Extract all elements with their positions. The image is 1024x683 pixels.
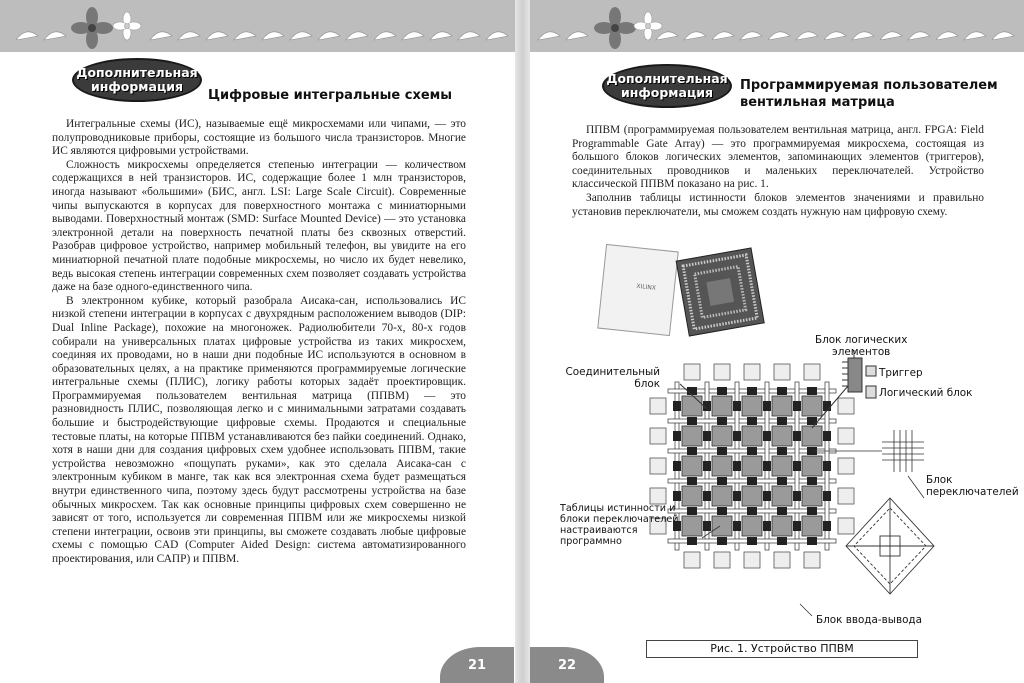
label-line: блоки переключателей <box>560 514 679 525</box>
connect-block <box>807 477 817 485</box>
connect-block <box>777 417 787 425</box>
connect-block <box>807 537 817 545</box>
connect-block <box>777 507 787 515</box>
connect-block <box>687 477 697 485</box>
io-block <box>838 398 854 414</box>
connect-block <box>777 477 787 485</box>
connect-block <box>777 447 787 455</box>
logic-block <box>802 486 822 506</box>
connect-block <box>717 507 727 515</box>
connect-block <box>793 491 801 501</box>
connect-block <box>673 401 681 411</box>
paragraph: В электронном кубике, который разобрала Аисака-сан, использовались ИС низкой степени интеграции в корпусах с двухрядным расположением выводов (DIP: Dual Inline Package), похожие на многоножек. Радиолюбители 70-х, 80-х годов собирали на универсальных платах цифровые устройства из таких микросхем, соединяя их проводами, но в наши дни подобные ИС используются в основном в образовательных целях, а на практике применяются программируемые логические интегральные схемы (ПЛИС), логику работы которых задаёт проектировщик. Программируемая пользователем вентильная матрица (ППВМ) — это разновидность ПЛИС, позволяющая легко и с минимальными затратами создавать большие и быстродействующие цифровые схемы. Продаются и специальные тестовые платы, на которые ППВМ устанавливаются без пайки соединений. Однако, хотя в наши дни для создания цифровых схем удобнее использовать ППВМ, такие устройства невозможно «пощупать руками», как это сделала Аисака-сан с электронным кубиком в манге, так как вся электронная схема будет размещаться внутри единственного чипа, поэтому здесь будут рассмотрены устройства на базе обычных микросхем. Так как основные принципы цифровых схем совершенно не зависят от того, используется ли современная ППВМ или же микросхемы низкой степени интеграции, освоив эти принципы, вы сможете создавать любые цифровые схемы с помощью CAD (Computer Aided Design: система автоматизированного проектирования, или САПР) и ППВМ. <box>52 294 466 565</box>
io-block <box>744 364 760 380</box>
label-trigger: Триггер <box>879 367 923 379</box>
io-block <box>714 364 730 380</box>
logic-block <box>802 456 822 476</box>
connect-block <box>687 417 697 425</box>
connect-block <box>793 401 801 411</box>
connect-block <box>733 491 741 501</box>
chip-marking: XILINX <box>636 282 657 292</box>
connect-block <box>733 401 741 411</box>
connect-block <box>747 507 757 515</box>
io-block <box>804 364 820 380</box>
connect-block <box>733 521 741 531</box>
label-line: настраиваются <box>560 525 638 536</box>
label-switch-block <box>926 474 1019 498</box>
connect-block <box>807 387 817 395</box>
io-block <box>774 552 790 568</box>
logic-block <box>802 516 822 536</box>
connect-block <box>793 521 801 531</box>
connect-block <box>747 417 757 425</box>
badge-line-1: Дополнительная <box>76 65 198 80</box>
logic-block <box>682 516 702 536</box>
io-block <box>838 488 854 504</box>
logic-block <box>772 396 792 416</box>
logic-block <box>712 456 732 476</box>
figure-caption: Рис. 1. Устройство ППВМ <box>646 640 918 658</box>
connect-block <box>733 431 741 441</box>
badge-line-1: Дополнительная <box>606 71 728 86</box>
io-block <box>744 552 760 568</box>
connect-block <box>823 521 831 531</box>
logic-block <box>742 396 762 416</box>
body-text <box>52 118 466 567</box>
label-tables-note <box>560 503 678 547</box>
connect-block <box>763 431 771 441</box>
connect-block <box>777 387 787 395</box>
connect-block <box>673 431 681 441</box>
logic-block <box>712 486 732 506</box>
io-block <box>838 518 854 534</box>
connect-block <box>747 537 757 545</box>
io-block <box>650 488 666 504</box>
label-line: Соединительный <box>565 366 660 378</box>
logic-block <box>682 486 702 506</box>
label-line: Блок <box>926 474 953 486</box>
decorative-header-band <box>530 0 1024 52</box>
logic-block <box>682 396 702 416</box>
label-line: программно <box>560 536 622 547</box>
connect-block <box>823 461 831 471</box>
paragraph: Заполнив таблицы истинности блоков элементов значениями и правильно установив переключатели, мы сможем создать нужную нам цифровую схему. <box>572 191 984 218</box>
connect-block <box>703 521 711 531</box>
connect-block <box>777 537 787 545</box>
io-block <box>838 428 854 444</box>
connect-block <box>823 401 831 411</box>
logic-block <box>742 426 762 446</box>
label-io-block: Блок ввода-вывода <box>816 614 922 626</box>
connect-block <box>673 461 681 471</box>
connect-block <box>747 447 757 455</box>
connect-block <box>687 507 697 515</box>
connect-block <box>823 431 831 441</box>
connect-block <box>763 521 771 531</box>
connect-block <box>763 401 771 411</box>
paragraph: Сложность микросхемы определяется степенью интеграции — количеством содержащихся в ней транзисторов. ИС, содержащие более 1 млн транзисторов, иногда называют «большими» (БИС, англ. LSI: Large Scale Circuit). Современные чипы выпускаются в корпусах для поверхностного монтажа с миниатюрными выводами. Поверхностный монтаж (SMD: Surface Mounted Device) — это установка электронной детали на поверхность печатной платы без сквозных отверстий. Разобрав цифровое устройство, например мобильный телефон, вы увидите на его миниатюрной печатной плате подобные микросхемы, но число их будет невелико, ведь высокая степень интеграции современных схем позволяет создавать устройства даже на базе одного-единственного чипа. <box>52 158 466 294</box>
connect-block <box>807 507 817 515</box>
section-title <box>740 77 998 111</box>
additional-info-badge <box>602 64 732 108</box>
logic-block <box>802 396 822 416</box>
badge-line-2: информация <box>90 79 184 94</box>
logic-block <box>682 426 702 446</box>
logic-block <box>772 486 792 506</box>
connect-block <box>747 387 757 395</box>
logic-block <box>772 426 792 446</box>
io-block <box>804 552 820 568</box>
decorative-header-band <box>0 0 515 52</box>
io-block <box>650 428 666 444</box>
section-title-line-2: вентильная матрица <box>740 95 895 110</box>
logic-block <box>742 486 762 506</box>
header-ornament-icon <box>530 0 1024 52</box>
io-block <box>838 458 854 474</box>
connect-block <box>763 461 771 471</box>
fpga-diagram <box>530 236 1024 636</box>
logic-block <box>712 516 732 536</box>
io-block <box>684 552 700 568</box>
connect-block <box>763 491 771 501</box>
label-connect-block <box>564 366 660 390</box>
section-title: Цифровые интегральные схемы <box>208 88 453 103</box>
paragraph: ППВМ (программируемая пользователем вентильная матрица, англ. FPGA: Field Programmable Gate Array) — это программируемая микросхема, состоящая из большого блоков логических элементов, запоминающих элементов (триггеров), соединительных проводников и маленьких переключателей. Устройство классической ППВМ показано на рис. 1. <box>572 124 984 191</box>
logic-block <box>802 426 822 446</box>
page-number: 21 <box>440 647 514 683</box>
connect-block <box>703 431 711 441</box>
header-ornament-icon <box>0 0 515 52</box>
body-text <box>572 124 984 219</box>
logic-block <box>772 456 792 476</box>
logic-block <box>772 516 792 536</box>
additional-info-badge <box>72 58 202 102</box>
right-page <box>530 0 1024 683</box>
io-block <box>650 458 666 474</box>
io-block <box>714 552 730 568</box>
label-line: Таблицы истинности и <box>560 503 676 514</box>
io-block <box>684 364 700 380</box>
label-line: Блок логических <box>815 334 908 346</box>
connect-block <box>733 461 741 471</box>
connect-block <box>823 491 831 501</box>
fpga-chip-photo-icon <box>598 244 764 336</box>
switch-matrix-diamond-icon <box>846 498 934 594</box>
io-block <box>774 364 790 380</box>
section-title-line-1: Программируемая пользователем <box>740 78 998 93</box>
logic-block <box>742 456 762 476</box>
page-number: 22 <box>530 647 604 683</box>
connect-block <box>703 461 711 471</box>
connect-block <box>687 387 697 395</box>
label-line: блок <box>634 378 660 390</box>
logic-block <box>712 426 732 446</box>
logic-block <box>682 456 702 476</box>
connect-block <box>703 491 711 501</box>
label-line: переключателей <box>926 486 1019 498</box>
logic-block <box>742 516 762 536</box>
connect-block <box>717 477 727 485</box>
connect-block <box>793 461 801 471</box>
book-gutter <box>515 0 530 683</box>
connect-block <box>717 387 727 395</box>
badge-line-2: информация <box>620 85 714 100</box>
connect-block <box>687 537 697 545</box>
connect-block <box>687 447 697 455</box>
label-logic-element-block <box>815 334 907 358</box>
connect-block <box>717 417 727 425</box>
connect-block <box>793 431 801 441</box>
logic-block-grid <box>650 364 854 568</box>
connect-block <box>717 447 727 455</box>
logic-block <box>712 396 732 416</box>
connect-block <box>717 537 727 545</box>
connect-block <box>673 491 681 501</box>
label-line: элементов <box>832 346 891 358</box>
paragraph: Интегральные схемы (ИС), называемые ещё микросхемами или чипами, — это полупроводниковые приборы, состоящие из большого числа транзисторов. Многие ИС являются цифровыми устройствами. <box>52 118 466 158</box>
connect-block <box>747 477 757 485</box>
io-block <box>650 398 666 414</box>
label-logic-block: Логический блок <box>879 387 973 399</box>
